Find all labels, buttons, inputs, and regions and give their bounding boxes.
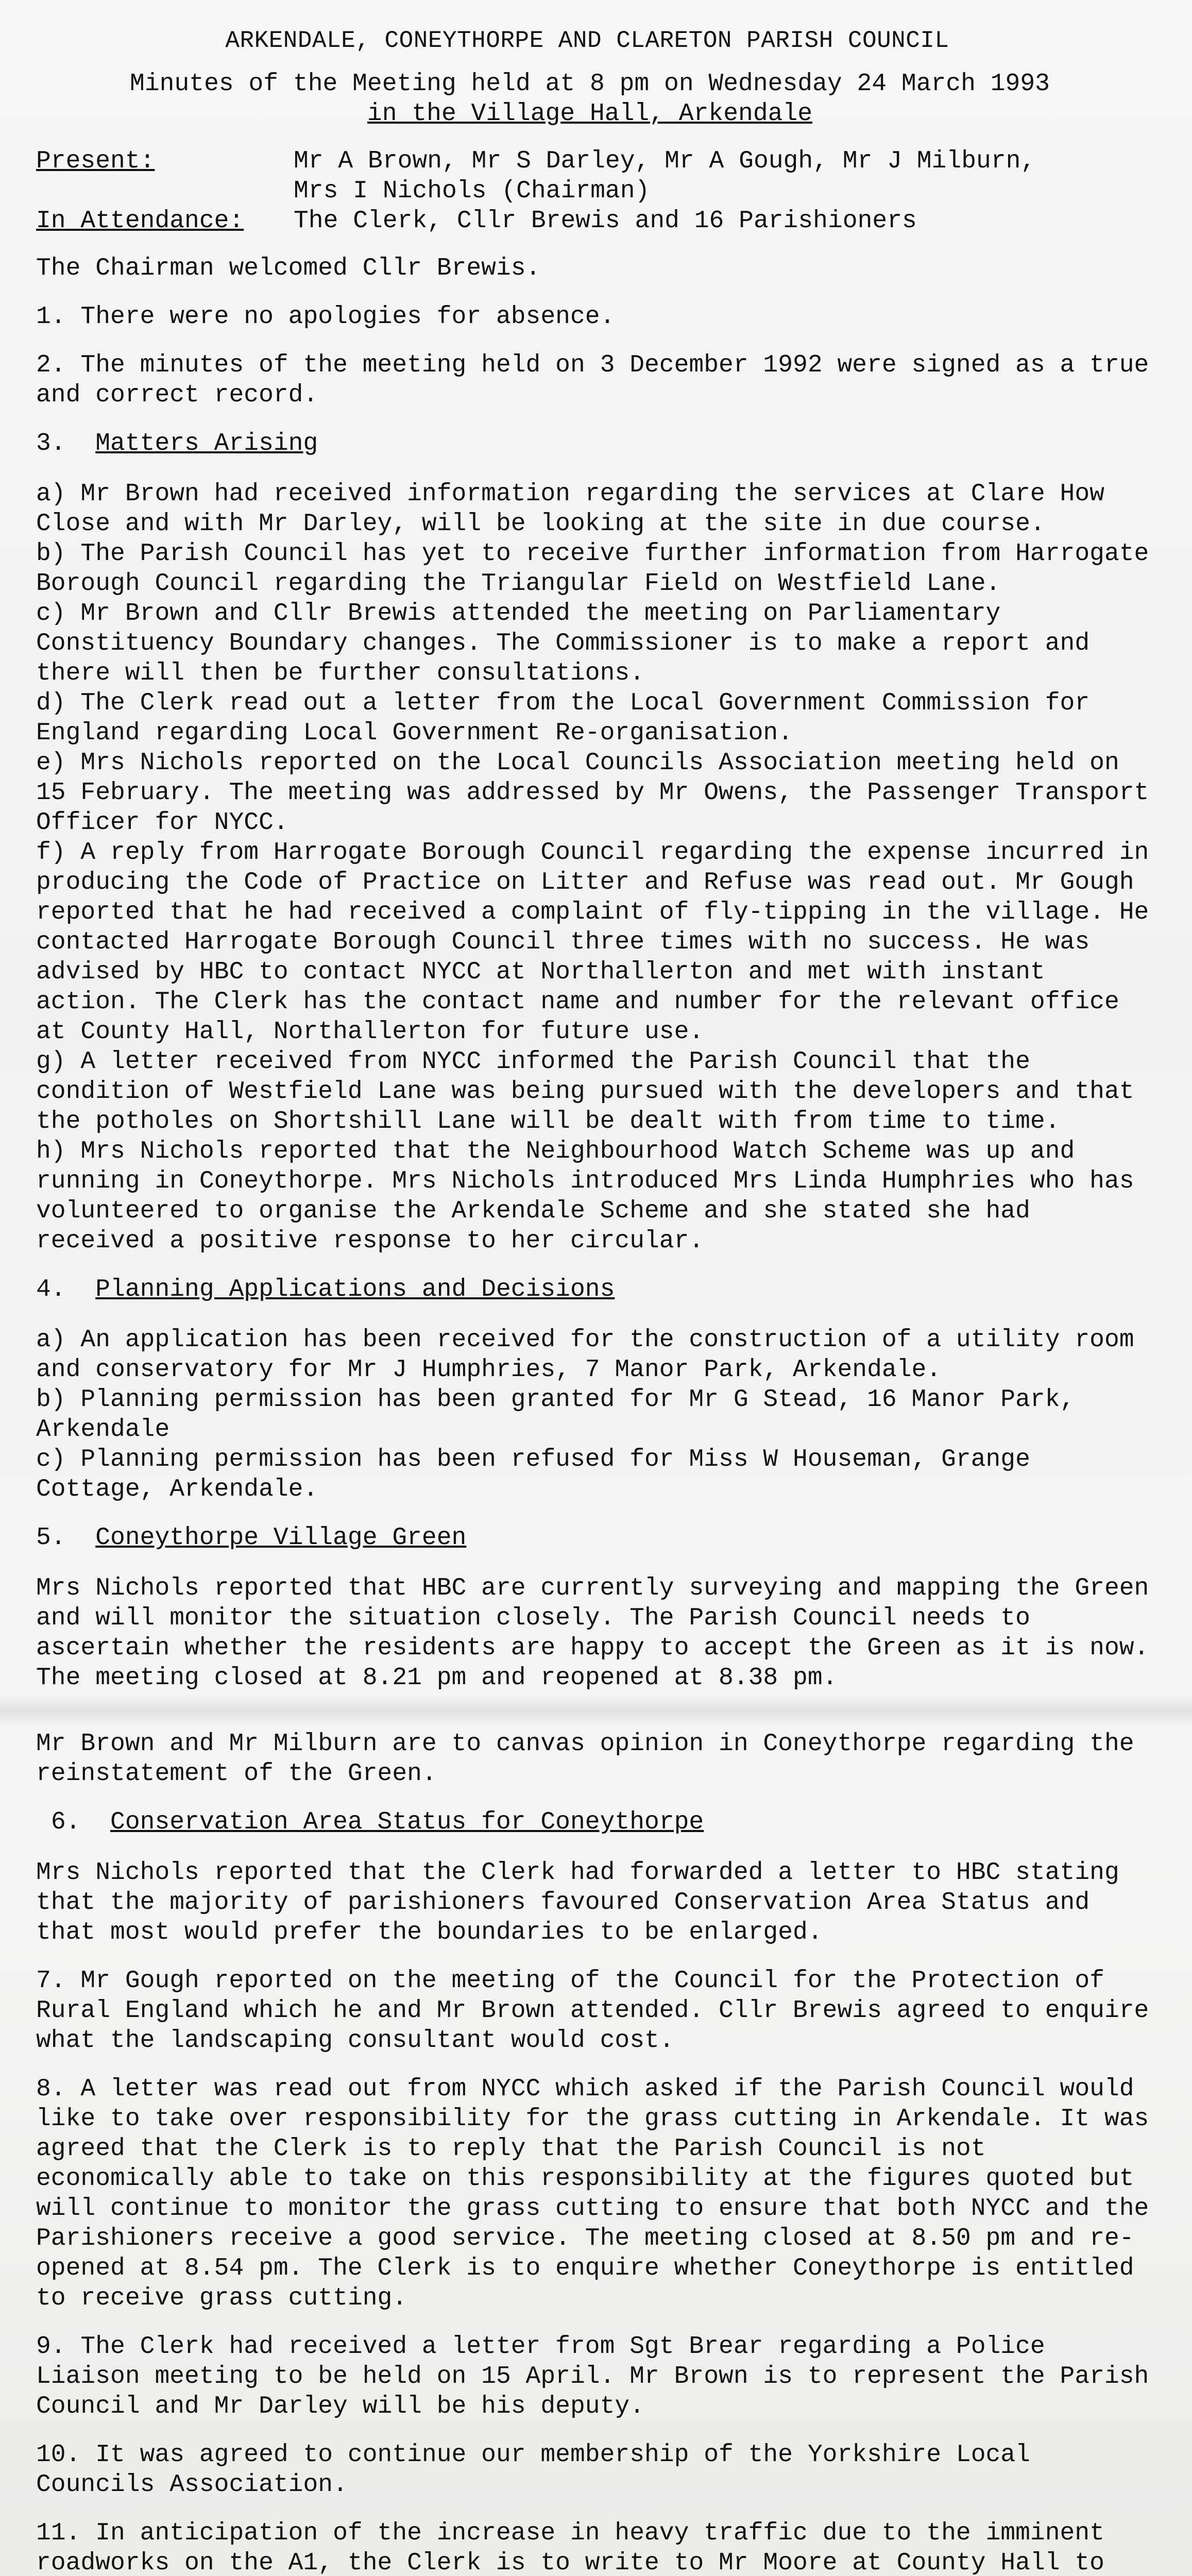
item-11: 11. In anticipation of the increase in heavy traffic due to the imminent roadworks on the A1, the Clerk is to write to Mr Moore at County Hall to (36, 2519, 1104, 2576)
present-list-line2: Mrs I Nichols (Chairman) (294, 177, 650, 205)
section-heading: Conservation Area Status for Coneythorpe (110, 1808, 704, 1836)
item-3b: b) The Parish Council has yet to receive further information from Harrogate Borough Council regarding the Triangular Field on Westfield Lane. (36, 540, 1149, 598)
item-8: 8. A letter was read out from NYCC which asked if the Parish Council would like to take over responsibility for the grass cutting in Arkendale. It was agreed that the Clerk is to reply that the Parish Council is not economically able to take on this responsibility at the figures quoted but will continue to monitor the grass cutting to ensure that both NYCC and the Parishioners receive a good service. The meeting closed at 8.50 pm and re-opened at 8.54 pm. The Clerk is to enquire whether Coneythorpe is entitled to receive grass cutting. (36, 2075, 1149, 2312)
item-4c: c) Planning permission has been refused for Miss W Houseman, Grange Cottage, Arkendale. (36, 1446, 1030, 1503)
in-attendance-label: In Attendance: (36, 207, 244, 235)
item-5-paragraph-1: Mrs Nichols reported that HBC are currently surveying and mapping the Green and will monitor the situation closely. The Parish Council needs to ascertain whether the residents are happy to accept the Green as it is now. The meeting closed at 8.21 pm and reopened at 8.38 pm. (36, 1574, 1149, 1692)
item-6-paragraph: Mrs Nichols reported that the Clerk had forwarded a letter to HBC stating that the majority of parishioners favoured Conservation Area Status and that most would prefer the boundaries to be enlarged. (36, 1859, 1119, 1946)
council-name: ARKENDALE, CONEYTHORPE AND CLARETON PARISH COUNCIL (225, 27, 949, 54)
item-4b: b) Planning permission has been granted for Mr G Stead, 16 Manor Park, Arkendale (36, 1386, 1075, 1444)
item-9: 9. The Clerk had received a letter from Sgt Brear regarding a Police Liaison meeting to be held on 15 April. Mr Brown is to represent the Parish Council and Mr Darley will be his deputy. (36, 2333, 1149, 2420)
item-3c: c) Mr Brown and Cllr Brewis attended the meeting on Parliamentary Constituency Boundary changes. The Commissioner is to make a report and there will then be further consultations. (36, 600, 1090, 687)
item-3a: a) Mr Brown had received information regarding the services at Clare How Close and with Mr Darley, will be looking at the site in due course. (36, 480, 1104, 538)
item-3-heading: 3. Matters Arising (36, 430, 318, 457)
item-3e: e) Mrs Nichols reported on the Local Councils Association meeting held on 15 February. The meeting was addressed by Mr Owens, the Passenger Transport Officer for NYCC. (36, 749, 1149, 837)
in-attendance-list: The Clerk, Cllr Brewis and 16 Parishioners (294, 207, 917, 235)
item-5-paragraph-2: Mr Brown and Mr Milburn are to canvas opinion in Coneythorpe regarding the reinstatement of the Green. (36, 1730, 1134, 1788)
minutes-document (36, 26, 1159, 2576)
item-3g: g) A letter received from NYCC informed the Parish Council that the condition of Westfield Lane was being pursued with the developers and that the potholes on Shortshill Lane will be dealt with from time to time. (36, 1048, 1134, 1136)
item-3d: d) The Clerk read out a letter from the Local Government Commission for England regarding Local Government Re-organisation. (36, 689, 1090, 747)
present-label: Present: (36, 147, 155, 175)
item-7: 7. Mr Gough reported on the meeting of the Council for the Protection of Rural England which he and Mr Brown attended. Cllr Brewis agreed to enquire what the landscaping consultant would cost. (36, 1967, 1149, 2055)
item-1: 1. There were no apologies for absence. (36, 303, 615, 331)
item-6-heading: 6. Conservation Area Status for Coneythorpe (50, 1808, 704, 1836)
meeting-venue: in the Village Hall, Arkendale (367, 100, 813, 128)
item-3f: f) A reply from Harrogate Borough Council regarding the expense incurred in producing the Code of Practice on Litter and Refuse was read out. Mr Gough reported that he had received a complaint of fly-tipping in the village. He contacted Harrogate Borough Council three times with no success. He was advised by HBC to contact NYCC at Northallerton and met with instant action. The Clerk has the contact name and number for the relevant office at County Hall, Northallerton for future use. (36, 839, 1149, 1046)
item-4a: a) An application has been received for the construction of a utility room and conservatory for Mr J Humphries, 7 Manor Park, Arkendale. (36, 1326, 1134, 1384)
section-heading: Coneythorpe Village Green (95, 1524, 467, 1552)
attendance-block (36, 146, 1159, 236)
item-3h: h) Mrs Nichols reported that the Neighbourhood Watch Scheme was up and running in Coneythorpe. Mrs Nichols introduced Mrs Linda Humphries who has volunteered to organise the Arkendale Scheme and she stated she had received a positive response to her circular. (36, 1138, 1134, 1255)
item-4-heading: 4. Planning Applications and Decisions (36, 1276, 615, 1303)
item-10: 10. It was agreed to continue our membership of the Yorkshire Local Councils Association. (36, 2441, 1030, 2499)
item-5-heading: 5. Coneythorpe Village Green (36, 1524, 467, 1552)
welcome-text: The Chairman welcomed Cllr Brewis. (36, 255, 541, 282)
item-2: 2. The minutes of the meeting held on 3 December 1992 were signed as a true and correct record. (36, 351, 1149, 409)
section-heading: Planning Applications and Decisions (95, 1276, 615, 1303)
present-list-line1: Mr A Brown, Mr S Darley, Mr A Gough, Mr J Milburn, (294, 147, 1036, 175)
section-heading: Matters Arising (95, 430, 318, 457)
minutes-title: Minutes of the Meeting held at 8 pm on Wednesday 24 March 1993 (130, 70, 1050, 98)
